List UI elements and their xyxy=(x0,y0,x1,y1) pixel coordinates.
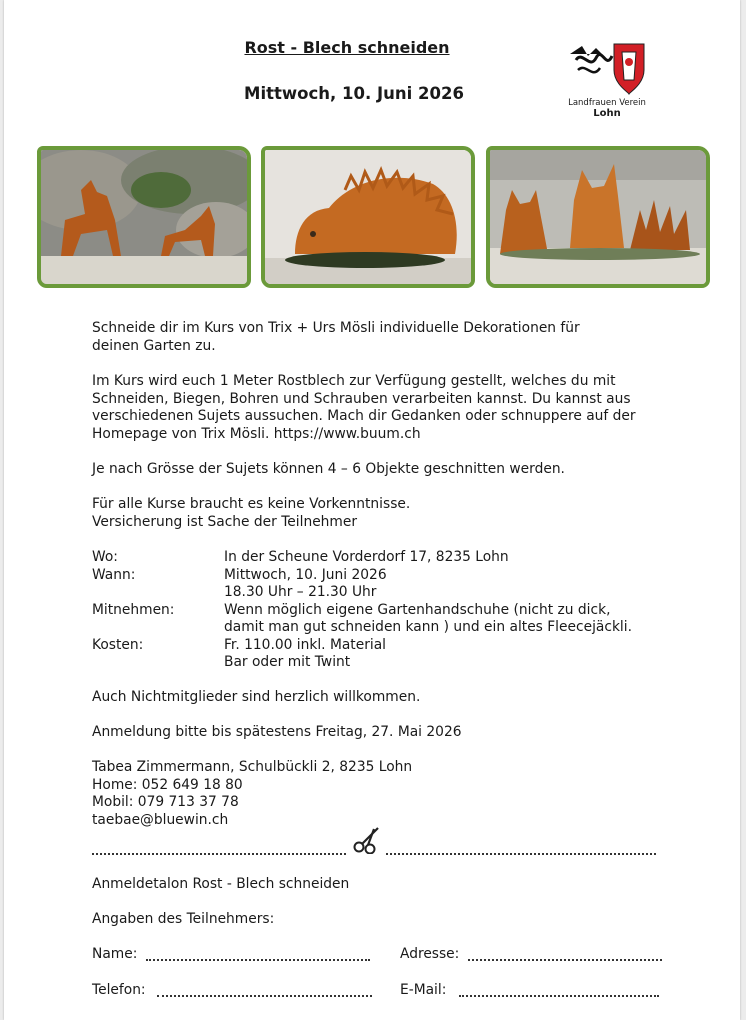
course-line-3: verschiedenen Sujets aussuchen. Mach dir Gedanken oder schnuppere auf der xyxy=(92,408,636,424)
document-title: Rost - Blech schneiden xyxy=(244,38,450,57)
photo-rusty-cats xyxy=(486,146,710,288)
address-label: Adresse: xyxy=(400,946,460,962)
contact-email: taebae@bluewin.ch xyxy=(92,811,229,828)
contact-address: Tabea Zimmermann, Schulbückli 2, 8235 Lohn xyxy=(92,759,413,775)
cost-payment: Bar oder mit Twint xyxy=(224,654,351,670)
phone-label: Telefon: xyxy=(92,982,146,998)
cut-line-left xyxy=(92,841,346,855)
event-date-heading: Mittwoch, 10. Juni 2026 xyxy=(244,84,464,103)
bring-line-1: Wenn möglich eigene Gartenhandschuhe (nicht zu dick, xyxy=(224,601,611,618)
course-line-2: Schneiden, Biegen, Bohren und Schrauben verarbeiten kannst. Du kannst aus xyxy=(92,390,631,407)
notes-line-1: Für alle Kurse braucht es keine Vorkenntnisse. xyxy=(92,496,411,512)
address-field[interactable] xyxy=(468,949,662,961)
contact-home-phone: Home: 052 649 18 80 xyxy=(92,776,243,793)
cut-line-right xyxy=(386,841,656,855)
logo-org-name: Landfrauen Verein xyxy=(568,98,646,108)
objects-info: Je nach Grösse der Sujets können 4 – 6 Objekte geschnitten werden. xyxy=(92,461,565,477)
participant-heading: Angaben des Teilnehmers: xyxy=(92,911,275,927)
when-label: Wann: xyxy=(92,566,136,583)
photo-rusty-hedgehog xyxy=(261,146,475,288)
bring-line-2: damit man gut schneiden kann ) und ein altes Fleecejäckli. xyxy=(224,619,632,635)
cost-amount: Fr. 110.00 inkl. Material xyxy=(224,636,386,653)
course-line-4: Homepage von Trix Mösli. https://www.buum.ch xyxy=(92,425,421,442)
bring-label: Mitnehmen: xyxy=(92,601,175,618)
intro-line-2: deinen Garten zu. xyxy=(92,337,216,354)
phone-field[interactable] xyxy=(157,985,372,997)
location-value: In der Scheune Vorderdorf 17, 8235 Lohn xyxy=(224,549,509,565)
email-field[interactable] xyxy=(459,985,659,997)
email-label: E-Mail: xyxy=(400,982,447,998)
scissors-icon xyxy=(352,826,382,854)
document-page xyxy=(4,0,740,1020)
landfrauen-logo xyxy=(562,40,652,122)
when-date: Mittwoch, 10. Juni 2026 xyxy=(224,566,387,583)
logo-place-name: Lohn xyxy=(593,108,621,119)
form-heading: Anmeldetalon Rost - Blech schneiden xyxy=(92,876,350,892)
cost-label: Kosten: xyxy=(92,636,144,653)
coat-of-arms-icon xyxy=(568,40,648,96)
welcome-text: Auch Nichtmitglieder sind herzlich willkommen. xyxy=(92,689,421,705)
notes-line-2: Versicherung ist Sache der Teilnehmer xyxy=(92,513,358,530)
deadline-text: Anmeldung bitte bis spätestens Freitag, 27. Mai 2026 xyxy=(92,724,462,740)
location-label: Wo: xyxy=(92,549,118,565)
course-line-1: Im Kurs wird euch 1 Meter Rostblech zur Verfügung gestellt, welches du mit xyxy=(92,373,616,389)
name-label: Name: xyxy=(92,946,138,962)
name-field[interactable] xyxy=(146,949,370,961)
contact-mobile: Mobil: 079 713 37 78 xyxy=(92,794,239,810)
when-time: 18.30 Uhr – 21.30 Uhr xyxy=(224,584,377,600)
photo-rusty-deer xyxy=(37,146,251,288)
intro-line-1: Schneide dir im Kurs von Trix + Urs Mösli individuelle Dekorationen für xyxy=(92,320,580,336)
